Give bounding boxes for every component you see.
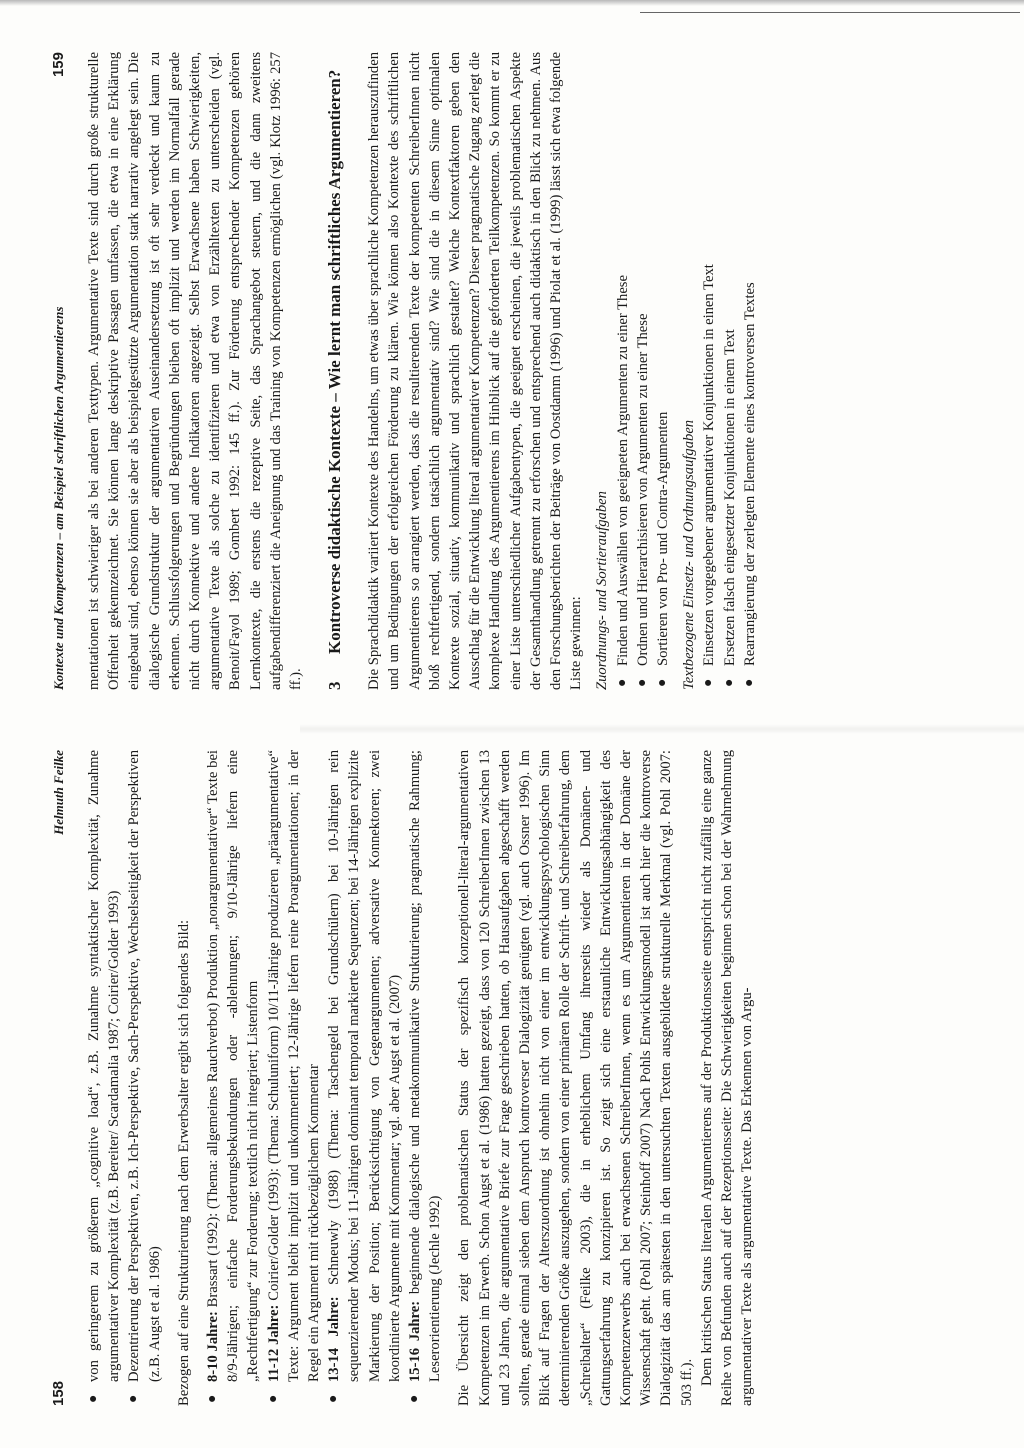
section-heading — [324, 52, 346, 690]
bullet-text: Dezentrierung der Perspektiven, z.B. Ich-Perspektive, Sach-Perspektive, Wechselseitigkeit der Perspektiven (z.B. Augst et al. 1986) — [126, 750, 163, 1382]
bullet-icon: ● — [126, 1394, 142, 1403]
bullet-icon: ● — [614, 678, 630, 687]
task-list — [613, 52, 674, 690]
age-label: 15-16 Jahre: — [407, 1300, 424, 1382]
list-item — [653, 52, 673, 690]
body-paragraph: mentationen ist schwieriger als bei anderen Texttypen. Argumentative Texte sind durch große strukturelle Offenheit gekennzeichnet. Sie können lange deskriptive Passagen umfassen, die etwa in eine Erklärung eingebaut sind, ebenso können sie aber als beispielgestützte Argumentation stark narrativ angelegt sein. Die dialogische Grundstruktur der argumentativen Auseinandersetzung ist oft sehr verdeckt und kaum zu erkennen. Schlussfolgerungen und Begründungen bleiben oft implizit und werden im Normalfall gerade nicht durch Konnektive und andere Indikatoren angezeigt. Selbst Erwachsene haben Schwierigkeiten, argumentative Texte als solche zu identifizieren und etwa von Erzähltexten zu unterscheiden (vgl. Benoit/Fayol 1989; Gombert 1992: 145 ff.). Zur Förderung entsprechender Kompetenzen gehören Lernkontexte, die erstens die rezeptive Seite, das Sprachangebot steuern, und die dann zweitens aufgabendifferenziert die Aneignung und das Training von Kompetenzen ermöglichen (vgl. Klotz 1996: 257 ff.). — [86, 52, 305, 690]
list-item — [699, 52, 719, 690]
bullet-icon: ● — [701, 678, 717, 687]
section-title: Kontroverse didaktische Kontexte – Wie lernt man schriftliches Argumentieren? — [325, 69, 345, 654]
bullet-icon: ● — [265, 1394, 281, 1403]
bullet-text: Sortieren von Pro- und Contra-Argumenten — [655, 411, 672, 666]
body-paragraph: Die Übersicht zeigt den problematischen Status der spezifisch konzeptionell-literal-argumentativen Kompetenzen im Erwerb. Schon Augst et al. (1986) hatten gezeigt, dass von 120 SchreiberInnen zwischen 13 und 23 Jahren, die argumentative Briefe zur Frage geschrieben hatten, ob Hausaufgaben abgeschafft werden sollten, gerade einmal sieben dem Anspruch kontroverser Dialogizität genügten (vgl. auch Ossner 1996). Im Blick auf Fragen der Alterszuordnung ist ohnehin nicht von einer im entwicklungspsychologischen Sinn determinierenden Größe auszugehen, sondern von einer primären Rolle der Schrift- und Schreiberfahrung, dem „Schreibalter“ (Feilke 2003), die in erheblichem Umfang ihrerseits wieder als Domänen- und Gattungserfahrung zu konzipieren ist. So zeigt sich eine erstaunliche Entwicklungsabhängigkeit des Kompetenzerwerbs auch bei erwachsenen SchreiberInnen, wenn es um Argumentieren in der Domäne der Wissenschaft geht. (Pohl 2007; Steinhoff 2007) Nach Pohls Entwicklungsmodell ist auch hier die kontroverse Dialogizität das am spätesten in den untersuchten Texten ausgebildete strukturelle Merkmal (vgl. Pohl 2007: 503 ff.). — [456, 750, 695, 1406]
bullet-text: Rearrangierung der zerlegten Elemente eines kontroversen Textes — [741, 282, 758, 666]
bullet-icon: ● — [741, 678, 757, 687]
left-page — [0, 724, 1024, 1448]
bullet-icon: ● — [205, 1394, 221, 1403]
right-running-head — [50, 52, 70, 690]
list-item — [84, 750, 124, 1406]
bullet-text: Ordnen und Hierarchisieren von Argumenten zu einer These — [634, 313, 651, 666]
bullet-icon: ● — [721, 678, 737, 687]
body-paragraph: Die Sprachdidaktik variiert Kontexte des Handelns, um etwas über sprachliche Kompetenzen herauszufinden und um Bedingungen der erfolgreichen Förderung zu klären. Wie können also Kontexte des schriftlichen Argumentierens so arrangiert werden, dass die resultierenden Texte der kompetenten SchreiberInnen nicht bloß rechtfertigend, sondern tatsächlich argumentativ sind? Wie sind die in diesem Sinne optimalen Kontexte sozial, situativ, kommunikativ und sprachlich gestaltet? Welche Kontextfaktoren geben den Ausschlag für die Entwicklung literal argumentativer Kompetenzen? Dieser pragmatische Zugang zerlegt die komplexe Handlung des Argumentierens im Hinblick auf die geforderten Teilkompetenzen. So kommt er zu einer Liste unterschiedlicher Aufgabentypen, die geeignet erscheinen, die jeweils problematischen Aspekte der Gesamthandlung getrennt zu erforschen und entsprechend auch didaktisch in den Blick zu nehmen. Aus den Forschungsberichten der Beiträge von Oostdamm (1996) und Piolat et al. (1999) lässt sich etwa folgende Liste gewinnen: — [366, 52, 585, 690]
bullet-text: Finden und Auswählen von geeigneten Argumenten zu einer These — [614, 275, 631, 666]
running-head-author: Helmuth Feilke — [51, 750, 66, 835]
list-item — [124, 750, 164, 1406]
page-number-right: 159 — [50, 52, 67, 78]
bullet-text: Brassart (1992): (Thema: allgemeines Rauchverbot) Produktion „nonargumentativer“ Texte bei 8/9-Jährigen; einfache Forderungsbekundungen oder -ablehnungen; 9/10-Jährige liefern eine „Rechtfertigung“ zur Forderung; textlich nicht integriert; Listenform — [205, 750, 262, 1382]
list-item — [633, 52, 653, 690]
task-group-label: Zuordnungs- und Sortieraufgaben — [594, 491, 611, 690]
bullet-text: Schneuwly (1988) (Thema: Taschengeld bei Grundschülern) bei 10-Jährigen rein sequenzierender Modus; bei 11-Jährigen dominant temporal markierte Sequenzen; bei 14-Jährigen explizite Markierung der Position; Berücksichtigung von Gegenargumenten; adversative Konnektoren; zwei koordinierte Argumente mit Kommentar; vgl. aber Augst et al. (2007) — [326, 749, 403, 1382]
list-item — [720, 52, 740, 690]
bullet-icon: ● — [86, 1394, 101, 1403]
bullet-icon: ● — [655, 678, 671, 687]
list-item — [203, 750, 264, 1406]
bullet-text: von geringerem zu größerem „cognitive load“, z.B. Zunahme syntaktischer Komplexität, Zunahme argumentativer Komplexität (z.B. Bereiter/ Scardamalia 1987; Coirier/Golder 1993) — [86, 750, 123, 1382]
age-label: 11-12 Jahre: — [265, 1304, 282, 1382]
running-head-title: Kontexte und Kompetenzen – am Beispiel schriftlichen Argumentierens — [51, 306, 66, 690]
bullet-text: Coirier/Golder (1993): (Thema: Schuluniform) 10/11-Jährige produzieren „präargumentative“ Texte: Argument bleibt implizit und unkommentiert; 12-Jährige liefern reine Proargumentationen; in der Regel ein Argument mit rückbezüglichem Kommentar — [265, 750, 323, 1382]
age-label: 13-14 Jahre: — [326, 1296, 343, 1382]
section-number: 3 — [325, 681, 345, 690]
list-item — [613, 52, 633, 690]
task-group-label: Textbezogene Einsetz- und Ordnungsaufgaben — [681, 419, 698, 690]
page-number-left: 158 — [50, 1380, 67, 1406]
bullet-icon: ● — [407, 1394, 423, 1403]
bullet-icon: ● — [634, 678, 650, 687]
task-list — [699, 52, 760, 690]
list-item — [324, 750, 405, 1406]
age-label: 8-10 Jahre: — [205, 1311, 222, 1382]
bullet-text: Ersetzen falsch eingesetzter Konjunktionen in einem Text — [721, 329, 738, 666]
list-item — [405, 750, 445, 1406]
bullet-icon: ● — [326, 1394, 342, 1403]
bullet-text: Einsetzen vorgegebener argumentativer Konjunktionen in einen Text — [701, 264, 718, 666]
intro-paragraph: Bezogen auf eine Strukturierung nach dem Erwerbsalter ergibt sich folgendes Bild: — [175, 919, 192, 1406]
age-bullet-list — [203, 750, 445, 1406]
list-item — [264, 750, 325, 1406]
list-item — [740, 52, 760, 690]
body-paragraph: Dem kritischen Status literalen Argumentierens auf der Produktionsseite entspricht nicht zufällig eine ganze Reihe von Befunden auch auf der Rezeptionsseite: Die Schwierigkeiten beginnen schon bei der Wahrnehmung argumentativer Texte als argumentative Texte. Das Erkennen von Argu- — [698, 750, 756, 1406]
top-bullet-list — [84, 750, 165, 1406]
left-running-head — [50, 750, 70, 1406]
bullet-text: beginnende dialogische und metakommunikative Strukturierung; pragmatische Rahmung; Leserorientierung (Jechle 1992) — [407, 750, 444, 1382]
